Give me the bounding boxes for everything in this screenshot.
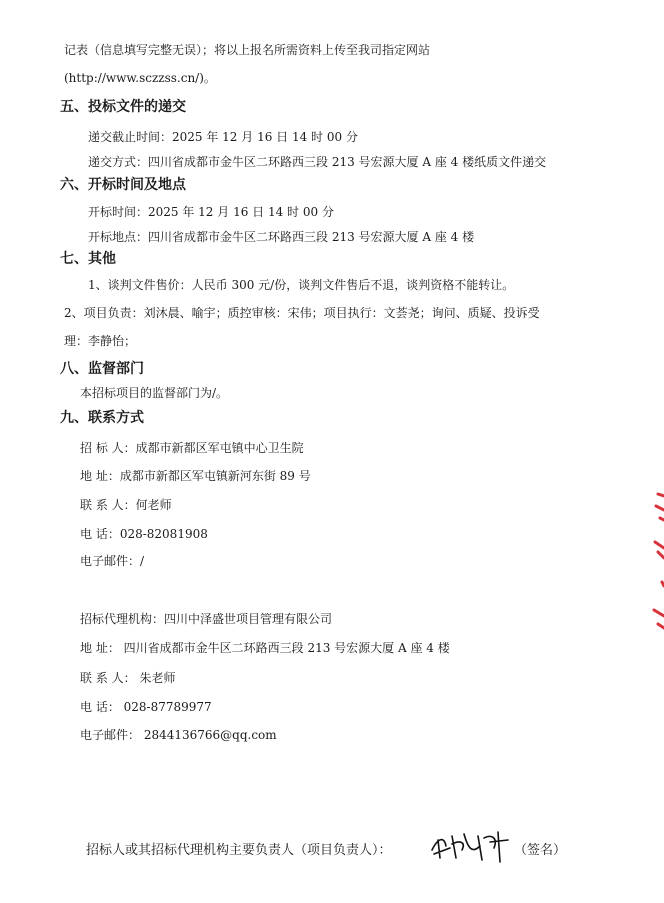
section-heading-8: 八、监督部门 xyxy=(60,361,144,377)
submission-deadline: 递交截止时间：2025 年 12 月 16 日 14 时 00 分 xyxy=(88,130,358,144)
signature-note: （签名） xyxy=(514,843,567,858)
seal-stamp-fragment xyxy=(652,492,664,642)
section-heading-7: 七、其他 xyxy=(60,251,116,267)
agency-contact: 联 系 人： 朱老师 xyxy=(80,671,176,685)
submission-method: 递交方式：四川省成都市金牛区二环路西三段 213 号宏源大厦 A 座 4 楼纸质文件递交 xyxy=(88,155,547,169)
opening-time: 开标时间：2025 年 12 月 16 日 14 时 00 分 xyxy=(88,205,334,219)
project-staff-cont: 理：李静怡； xyxy=(64,334,137,348)
supervision-dept: 本招标项目的监督部门为/。 xyxy=(80,386,229,400)
section-heading-9: 九、联系方式 xyxy=(60,410,144,426)
website-url: (http://www.sczzss.cn/)。 xyxy=(64,71,216,85)
tenderer-email: 电子邮件：/ xyxy=(80,554,145,568)
section-heading-6: 六、开标时间及地点 xyxy=(60,177,186,193)
agency-name: 招标代理机构：四川中泽盛世项目管理有限公司 xyxy=(80,612,333,626)
body-line-registration: 记表（信息填写完整无误）；将以上报名所需资料上传至我司指定网站 xyxy=(64,43,431,57)
document-price: 1、谈判文件售价：人民币 300 元/份，谈判文件售后不退，谈判资格不能转让。 xyxy=(88,278,515,292)
section-heading-5: 五、投标文件的递交 xyxy=(60,99,186,115)
project-staff: 2、项目负责：刘沐晨、喻宇；质控审核：宋伟；项目执行：文荟尧；询问、质疑、投诉受 xyxy=(64,306,540,320)
tenderer-address: 地 址：成都市新都区军屯镇新河东街 89 号 xyxy=(80,469,311,483)
agency-email: 电子邮件： 2844136766@qq.com xyxy=(80,728,277,742)
tenderer-contact: 联 系 人：何老师 xyxy=(80,498,172,512)
tenderer-name: 招 标 人：成都市新都区军屯镇中心卫生院 xyxy=(80,441,304,455)
signature-label: 招标人或其招标代理机构主要负责人（项目负责人）： xyxy=(86,843,392,858)
agency-address: 地 址： 四川省成都市金牛区二环路西三段 213 号宏源大厦 A 座 4 楼 xyxy=(80,641,450,655)
opening-place: 开标地点：四川省成都市金牛区二环路西三段 213 号宏源大厦 A 座 4 楼 xyxy=(88,230,475,244)
agency-phone: 电 话： 028-87789977 xyxy=(80,700,212,714)
tenderer-phone: 电 话：028-82081908 xyxy=(80,527,208,541)
handwritten-signature xyxy=(428,828,512,864)
